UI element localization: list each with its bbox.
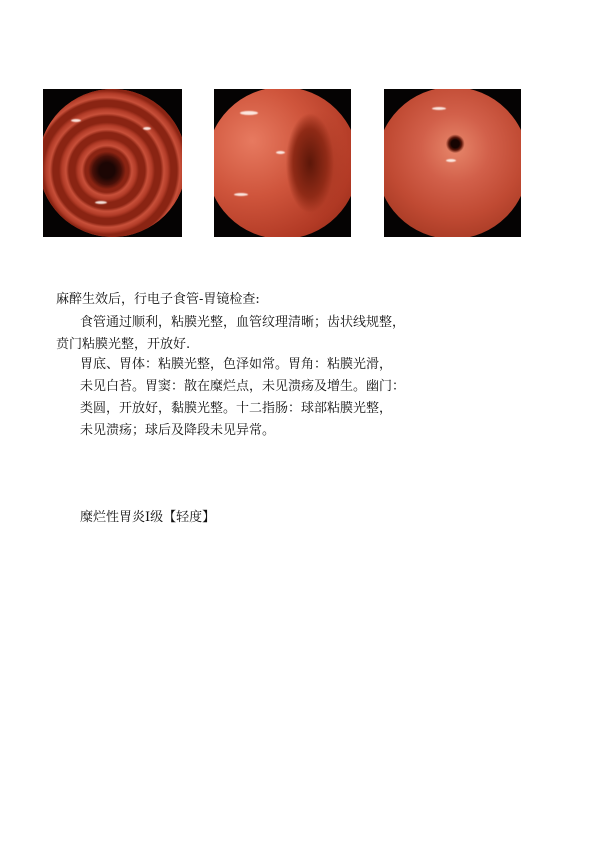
esophagus-line-1: 食管通过顺利，粘膜光整，血管纹理清晰；齿状线规整， <box>80 315 406 330</box>
gastric-body-image <box>214 89 351 237</box>
gastric-body-endoscopy-photo <box>214 89 351 237</box>
esophagus-line-2: 贲门粘膜光整，开放好. <box>56 337 191 352</box>
photo-glare <box>276 151 285 154</box>
stomach-findings-paragraph <box>80 356 405 444</box>
photo-glare <box>143 127 151 130</box>
photo-glare <box>234 193 248 196</box>
photo-glare <box>240 111 258 115</box>
photo-glare <box>446 159 456 162</box>
antrum-endoscopy-photo <box>384 89 521 237</box>
photo-glare <box>71 119 81 122</box>
esophagus-findings-paragraph <box>56 314 405 353</box>
diagnosis-paragraph <box>80 509 215 526</box>
photo-glare <box>95 201 107 204</box>
stomach-line-4: 未见溃疡；球后及降段未见异常。 <box>80 423 276 438</box>
anesthesia-line: 麻醉生效后，行电子食管-胃镜检查: <box>56 292 260 307</box>
esophagus-endoscopy-photo <box>43 89 182 237</box>
diagnosis-line: 糜烂性胃炎I级【轻度】 <box>80 510 216 525</box>
stomach-line-1: 胃底、胃体：粘膜光整，色泽如常。胃角：粘膜光滑， <box>80 357 393 372</box>
antrum-pylorus-image <box>384 89 521 237</box>
stomach-line-3: 类圆，开放好，黏膜光整。十二指肠：球部粘膜光整， <box>80 401 393 416</box>
stomach-line-2: 未见白苔。胃窦：散在糜烂点，未见溃疡及增生。幽门： <box>80 379 406 394</box>
esophagus-lumen-image <box>43 89 182 237</box>
anesthesia-paragraph <box>56 291 260 308</box>
photo-glare <box>432 107 446 110</box>
